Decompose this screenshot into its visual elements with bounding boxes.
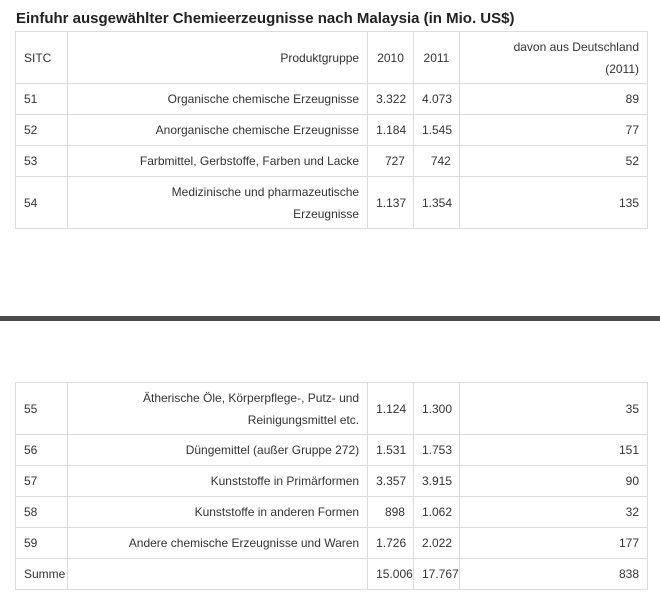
- header-deutschland-line1: davon aus Deutschland: [513, 39, 639, 54]
- cell-2010: 1.124: [368, 383, 414, 435]
- cell-2010: 898: [368, 497, 414, 528]
- table-row: [16, 146, 648, 177]
- cell-2011: 1.545: [413, 115, 459, 146]
- cell-produkt-line2: Erzeugnisse: [293, 206, 360, 221]
- cell-sitc: 51: [16, 84, 68, 115]
- table-summe-row: [16, 559, 648, 590]
- cell-produkt: Organische chemische Erzeugnisse: [67, 84, 368, 115]
- cell-sitc: 56: [16, 435, 68, 466]
- cell-summe-2010: 15.006: [368, 559, 414, 590]
- cell-2010: 727: [368, 146, 414, 177]
- cell-2010: 1.137: [368, 177, 414, 229]
- table-row: [16, 528, 648, 559]
- cell-produkt-line2: Reinigungsmittel etc.: [247, 412, 360, 427]
- cell-2011: 1.753: [413, 435, 459, 466]
- cell-2011: 2.022: [413, 528, 459, 559]
- table-title: Einfuhr ausgewählter Chemieerzeugnisse nach Malaysia (in Mio. US$): [16, 10, 515, 27]
- header-deutschland-line2: (2011): [605, 61, 639, 76]
- cell-deutschland: 151: [459, 435, 647, 466]
- table-header-row: [16, 32, 648, 84]
- cell-produkt-empty: [67, 559, 368, 590]
- cell-produkt: Kunststoffe in Primärformen: [67, 466, 368, 497]
- header-produktgruppe: Produktgruppe: [67, 32, 368, 84]
- cell-summe-deutschland: 838: [459, 559, 647, 590]
- cell-sitc: 52: [16, 115, 68, 146]
- cell-deutschland: 89: [459, 84, 647, 115]
- header-sitc: SITC: [16, 32, 68, 84]
- header-2010: 2010: [368, 32, 414, 84]
- cell-sitc: 53: [16, 146, 68, 177]
- cell-sitc: 57: [16, 466, 68, 497]
- cell-2010: 1.184: [368, 115, 414, 146]
- cell-deutschland: 177: [459, 528, 647, 559]
- cell-2011: 1.354: [413, 177, 459, 229]
- cell-2011: 1.300: [413, 383, 459, 435]
- cell-produkt: Farbmittel, Gerbstoffe, Farben und Lacke: [67, 146, 368, 177]
- imports-table-bottom: [15, 382, 648, 590]
- cell-sitc: 55: [16, 383, 68, 435]
- cell-sitc: 59: [16, 528, 68, 559]
- cell-2011: 742: [413, 146, 459, 177]
- cell-sitc: 58: [16, 497, 68, 528]
- table-row: [16, 466, 648, 497]
- cell-produkt: Kunststoffe in anderen Formen: [67, 497, 368, 528]
- header-deutschland: [459, 32, 647, 84]
- cell-summe-2011: 17.767: [413, 559, 459, 590]
- cell-produkt: Andere chemische Erzeugnisse und Waren: [67, 528, 368, 559]
- cell-2010: 1.531: [368, 435, 414, 466]
- table-row: [16, 383, 648, 435]
- cell-produkt: [67, 177, 368, 229]
- table-row: [16, 177, 648, 229]
- cell-deutschland: 90: [459, 466, 647, 497]
- cell-deutschland: 32: [459, 497, 647, 528]
- cell-2011: 4.073: [413, 84, 459, 115]
- cell-deutschland: 35: [459, 383, 647, 435]
- cell-2011: 1.062: [413, 497, 459, 528]
- cell-2010: 3.322: [368, 84, 414, 115]
- cell-summe-label: Summe: [16, 559, 68, 590]
- table-row: [16, 435, 648, 466]
- cell-sitc: 54: [16, 177, 68, 229]
- table-row: [16, 84, 648, 115]
- table-row: [16, 497, 648, 528]
- cell-2010: 1.726: [368, 528, 414, 559]
- cell-2011: 3.915: [413, 466, 459, 497]
- table-row: [16, 115, 648, 146]
- cell-produkt: Anorganische chemische Erzeugnisse: [67, 115, 368, 146]
- cell-produkt: Düngemittel (außer Gruppe 272): [67, 435, 368, 466]
- cell-produkt-line1: Ätherische Öle, Körperpflege-, Putz- und: [142, 390, 360, 405]
- header-2011: 2011: [413, 32, 459, 84]
- cell-2010: 3.357: [368, 466, 414, 497]
- cell-produkt: [67, 383, 368, 435]
- cell-deutschland: 77: [459, 115, 647, 146]
- cell-produkt-line1: Medizinische und pharmazeutische: [171, 184, 360, 199]
- cell-deutschland: 135: [459, 177, 647, 229]
- section-divider: [0, 316, 660, 321]
- imports-table-top: [15, 31, 648, 229]
- cell-deutschland: 52: [459, 146, 647, 177]
